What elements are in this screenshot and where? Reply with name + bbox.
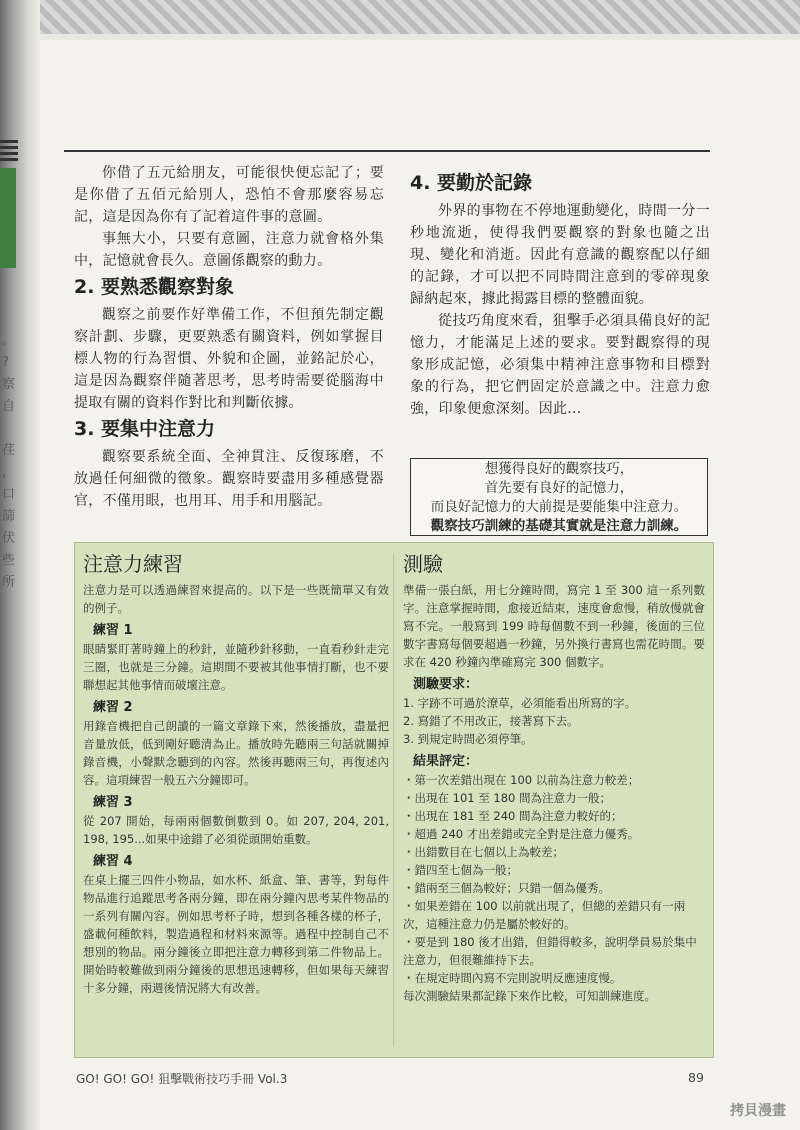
list-item: 1. 字跡不可過於潦草，必須能看出所寫的字。 [403,696,637,710]
section-heading: 4. 要勤於記錄 [410,172,533,194]
list-item: ・如果差錯在 100 以前就出現了，但總的差錯只有一兩次，這種注意力仍是屬於較好的。 [403,899,686,931]
callout-line: 首先要有良好的記憶力， [484,480,634,496]
list-item: ・錯兩至三個為較好；只錯一個為優秀。 [403,881,610,895]
body-paragraph: 觀察之前要作好準備工作，不但預先制定觀察計劃、步驟，更要熟悉有關資料，例如掌握目標人物的行為習慣、外貌和企圖，並銘記於心，這是因為觀察伴隨著思考，思考時需要從腦海中提取有關的資料作對比和判斷依據。 [74,307,384,411]
list-item: ・要是到 180 後才出錯，但錯得較多，說明學員易於集中注意力，但很難維持下去。 [403,935,697,967]
results-title: 結果評定： [413,754,479,769]
test-title: 測驗 [403,552,443,576]
body-paragraph: 觀察要系統全面、全神貫注、反復琢磨，不放過任何細微的徵象。觀察時要盡用多種感覺器官，不僅用眼，也用耳、用手和用腦記。 [74,449,384,509]
section-heading: 3. 要集中注意力 [74,418,216,440]
key-point-callout [410,458,708,536]
callout-line: 而良好記憶力的大前提是要能集中注意力。 [430,499,688,515]
exercise-title: 練習 3 [93,795,133,810]
body-paragraph: 你借了五元給朋友，可能很快便忘記了；要是你借了五佰元給別人，恐怕不會那麼容易忘記，這是因為你有了記着這件事的意圖。 [74,165,384,225]
top-pattern-strip [0,0,800,40]
requirements-title: 測驗要求： [413,677,479,692]
exercise-title: 練習 2 [93,700,133,715]
list-item: ・出錯數目在七個以上為較差； [403,845,564,859]
list-item: 2. 寫錯了不用改正，接著寫下去。 [403,714,579,728]
exercise-text: 從 207 開始，每兩兩個數倒數到 0。如 207, 204, 201, 198, 195...如果中途錯了必須從頭開始重數。 [83,814,389,846]
list-item: ・出現在 101 至 180 間為注意力一般； [403,791,612,805]
section-heading: 2. 要熟悉觀察對象 [74,276,235,298]
left-text-column [74,162,384,512]
body-paragraph: 從技巧角度來看，狙擊手必須具備良好的記憶力，才能滿足上述的要求。要對觀察得的現象形成記憶，必須集中精神注意事物和目標對象的行為，把它們固定於意識之中。注意力愈強，印象便愈深刻。因此... [410,313,710,417]
list-item: ・第一次差錯出現在 100 以前為注意力較差； [403,773,640,787]
body-paragraph: 事無大小，只要有意圖，注意力就會格外集中，記憶就會長久。意圖係觀察的動力。 [74,231,384,269]
exercise-list [83,621,389,997]
exercises-title: 注意力練習 [83,552,183,576]
watermark: 拷貝漫畫 [730,1103,786,1119]
attention-exercises [83,551,389,997]
exercises-intro: 注意力是可以透過練習來提高的。以下是一些既簡單又有效的例子。 [83,583,389,615]
top-rule [64,150,710,152]
callout-line: 想獲得良好的觀察技巧， [484,461,634,477]
attention-test [403,551,705,1005]
exercise-text: 眼睛緊盯著時鐘上的秒針，並隨秒針移動，一直看秒針走完三圈，也就是三分鐘。這期間不要被其他事情打斷，也不要聯想起其他事情而破壞注意。 [83,642,389,692]
left-page-fragment-text: 。 ? 察 自 荏 ， 口 篩 伏 些 所 [2,333,16,590]
list-item: ・超過 240 才出差錯或完全對是注意力優秀。 [403,827,640,841]
callout-emphasis-line: 觀察技巧訓練的基礎其實就是注意力訓練。 [430,518,688,534]
list-item: ・錯四至七個為一般； [403,863,518,877]
body-paragraph: 外界的事物在不停地運動變化，時間一分一秒地流逝，使得我們要觀察的對象也隨之出現、變化和消逝。因此有意識的觀察配以仔細的記錄，才可以把不同時間注意到的零碎現象歸納起來，據此揭露目標的整體面貌。 [410,203,710,307]
left-page-green-block [0,168,16,268]
left-page-stripes [0,140,18,164]
test-intro: 準備一張白紙，用七分鐘時間，寫完 1 至 300 這一系列數字。注意掌握時間，愈接近結束，速度會愈慢，稍放慢就會寫不完。一般寫到 199 時每個數不到一秒鐘，後面的三位數字書寫每個要超過一秒鐘，另外換行書寫也需花時間。要求在 420 秒鐘內準確寫完 300 個數字。 [403,583,705,669]
list-item: ・在規定時間內寫不完則說明反應速度慢。 [403,971,622,985]
exercise-title: 練習 4 [93,854,133,869]
exercise-text: 用錄音機把自己朗讀的一篇文章錄下來，然後播放，盡量把音量放低，低到剛好聽清為止。播放時先聽兩三句話就關掉錄音機，小聲默念聽到的內容。然後再聽兩三句，再復述內容。這項練習一般五六分鐘即可。 [83,719,389,787]
requirements-list [403,694,705,748]
list-item: ・出現在 181 至 240 間為注意力較好的； [403,809,623,823]
page-number: 89 [688,1070,704,1085]
list-item: 每次測驗結果都記錄下來作比較，可知訓練進度。 [403,989,656,1003]
list-item: 3. 到規定時間必須停筆。 [403,732,533,746]
exercise-test-panel [74,542,714,1058]
footer-book-title: GO! GO! GO! 狙擊戰術技巧手冊 Vol.3 [76,1072,288,1086]
right-text-column [410,168,710,420]
exercise-text: 在桌上擺三四件小物品，如水杯、紙盒、筆、書等，對每件物品進行追蹤思考各兩分鐘，即在兩分鐘內思考某件物品的一系列有關內容。例如思考杯子時，想到各種各樣的杯子，盛載何種飲料，製造過程和材料來源等。過程中控制自己不想別的物品。兩分鐘後立即把注意力轉移到第二件物品上。開始時較難做到兩分鐘後的思想迅速轉移，但如果每天練習十多分鐘，兩週後情況將大有改善。 [83,873,389,995]
exercise-title: 練習 1 [93,623,133,638]
results-list [403,771,705,1005]
panel-divider [393,553,394,1047]
